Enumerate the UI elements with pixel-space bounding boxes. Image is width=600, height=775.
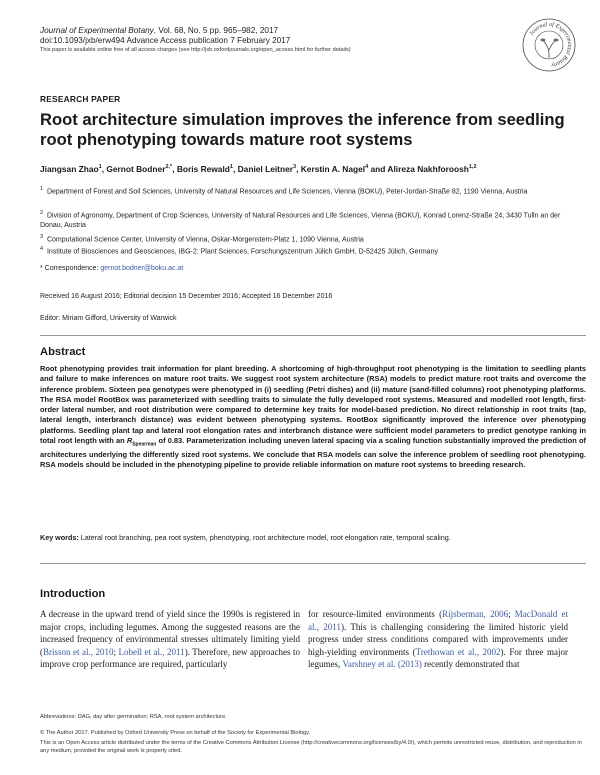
journal-doi: doi:10.1093/jxb/erw494 Advance Access publication 7 February 2017 (40, 36, 291, 45)
article-title: Root architecture simulation improves the inference from seedling root phenotyping towards mature root systems (40, 110, 565, 149)
introduction-column-1 (40, 608, 300, 671)
svg-text:Journal of Experimental Botany (529, 21, 572, 68)
divider-top (40, 335, 586, 336)
journal-header (40, 26, 290, 46)
seal-text: Journal of Experimental Botany (528, 21, 573, 68)
correspondence: * Correspondence: gernot.bodner@boku.ac.at (40, 265, 184, 272)
body-text: ). Therefore, new approaches to improve crop performance are required, particularly (40, 646, 300, 670)
citation-link[interactable]: MacDonald et al., 2011 (308, 609, 568, 632)
citation-link[interactable]: Varshney et al. (2013) (342, 659, 422, 670)
author-5: Kerstin A. Nagel$^4$ and (300, 164, 386, 174)
body-text: for resource-limited environments ( (308, 609, 443, 619)
affiliation-4: $^4$ Institute of Biosciences and Geosciences, IBG-2: Plant Sciences, Forschungszentrum Jülich GmbH, D-52425 Jülich, Germany (40, 246, 438, 256)
affiliation-1: $^1$ Department of Forest and Soil Sciences, University of Natural Resources and Life Sciences, Vienna (BOKU), Peter-Jordan-Straße 82, 1190 Vienna, Austria (40, 186, 528, 196)
editor-line: Editor: Miriam Gifford, University of Warwick (40, 315, 177, 322)
affiliation-2: $^2$ Division of Agronomy, Department of Crop Sciences, University of Natural Resources and Life Sciences, Vienna (BOKU), Konrad Lorenz-Straße 24, 3430 Tulln an der Donau, Austria (40, 210, 561, 229)
author-3: Boris Rewald$^1$, (176, 164, 236, 174)
copyright: © The Author 2017. Published by Oxford University Press on behalf of the Society for Experimental Biology. (40, 730, 311, 736)
abbreviations: Abbreviations: DAG, day after germination; RSA, root system architecture. (40, 714, 227, 720)
body-text: ; (113, 646, 119, 657)
author-1: Jiangsan Zhao$^1$, (40, 164, 105, 174)
abstract-heading: Abstract (40, 346, 86, 358)
journal-volume: , Vol. 68, No. 5 pp. 965–982, 2017 (153, 26, 279, 35)
journal-seal-icon (522, 18, 576, 72)
license: This is an Open Access article distributed under the terms of the Creative Commons Attribution License (http://creativecommons.org/licenses/by/4.0/), which permits unrestricted reuse, distribution, and reproduction in any medium, provided the original work is properly cited. (40, 740, 582, 754)
article-dates: Received 16 August 2016; Editorial decision 15 December 2016; Accepted 16 December 2016 (40, 293, 333, 300)
affiliation-3: $^3$ Computational Science Center, University of Vienna, Oskar-Morgenstern-Platz 1, 1090 Vienna, Austria (40, 234, 364, 244)
citation-link[interactable]: Brisson et al., 2010 (43, 646, 114, 657)
divider-bottom (40, 563, 586, 564)
citation-link[interactable]: Lobell et al., 2011 (118, 646, 185, 657)
author-2: Gernot Bodner$^{2,*}$, (106, 164, 175, 174)
citation-link[interactable]: Trethowan et al., 2002 (415, 646, 501, 657)
body-text: ). For three major legumes, (308, 646, 568, 670)
keywords-label: Key words: (40, 533, 79, 542)
journal-citation (40, 26, 290, 36)
abstract-text: Root phenotyping provides trait information for plant breeding. A shortcoming of high-throughput root phenotyping is the limitation to seedling plants and failure to make inferences on mature root traits. We suggest root system architecture (RSA) models to predict mature root traits and overcome the inference problem. Sixteen pea genotypes were phenotyped in (i) seedling (Petri dishes) and (ii) mature (sand-filled columns) root phenotyping platforms. The RSA model RootBox was parameterized with seedling traits to simulate the fully developed root systems. Measured and modelled root length, first-order lateral number, and root distribution were compared to determine key traits for model-based prediction. No direct relationship in root traits (tap, lateral length, interbranch distance) was evident between phenotyping systems. RootBox significantly improved the inference over phenotyping platforms. Seedling plant tap and lateral root elongation rates and interbranch distance were sufficient model parameters to predict genotype ranking in total root length with an $R_{Spearman}$ of 0.83. Parameterization including uneven lateral spacing via a scaling function substantially improved the prediction of architectures underlying the differently sized root systems. We conclude that RSA models can solve the inference problem of seedling root phenotyping. RSA models should be included in the phenotyping pipeline to provide reliable information on mature root systems to breeding research. (40, 364, 586, 470)
keywords: Key words: Lateral root branching, pea root system, phenotyping, root architecture model, root elongation rate, temporal scaling. (40, 533, 451, 542)
r-symbol: R (126, 436, 133, 446)
body-text: ; (508, 609, 515, 619)
journal-name: Journal of Experimental Botany (40, 26, 154, 35)
body-text: ). This is challenging considering the limited historic yield progress under stress conditions compared with improvements under high-yielding environments ( (308, 621, 569, 657)
open-access-note: This paper is available online free of all access charges (see http://jxb.oxfordjournals.org/open_access.html for further details) (40, 47, 351, 53)
r-subscript: Spearman (132, 441, 157, 448)
body-text: recently demonstrated that (421, 659, 520, 670)
author-list (40, 164, 580, 174)
correspondence-email-link[interactable]: gernot.bodner@boku.ac.at (100, 265, 184, 272)
article-type: RESEARCH PAPER (40, 94, 121, 104)
body-text: A decrease in the upward trend of yield since the 1990s is registered in major crops, including legumes. Among the suggested reasons are the increased frequency of environmental stresses ultimately limiting yield ( (40, 609, 300, 657)
introduction-column-2 (308, 608, 568, 671)
author-4: Daniel Leitner$^3$, (237, 164, 299, 174)
author-6: Alireza Nakhforoosh$^{1,2}$ (387, 164, 477, 174)
citation-link[interactable]: Rijsberman, 2006 (442, 609, 509, 619)
introduction-heading: Introduction (40, 588, 106, 600)
